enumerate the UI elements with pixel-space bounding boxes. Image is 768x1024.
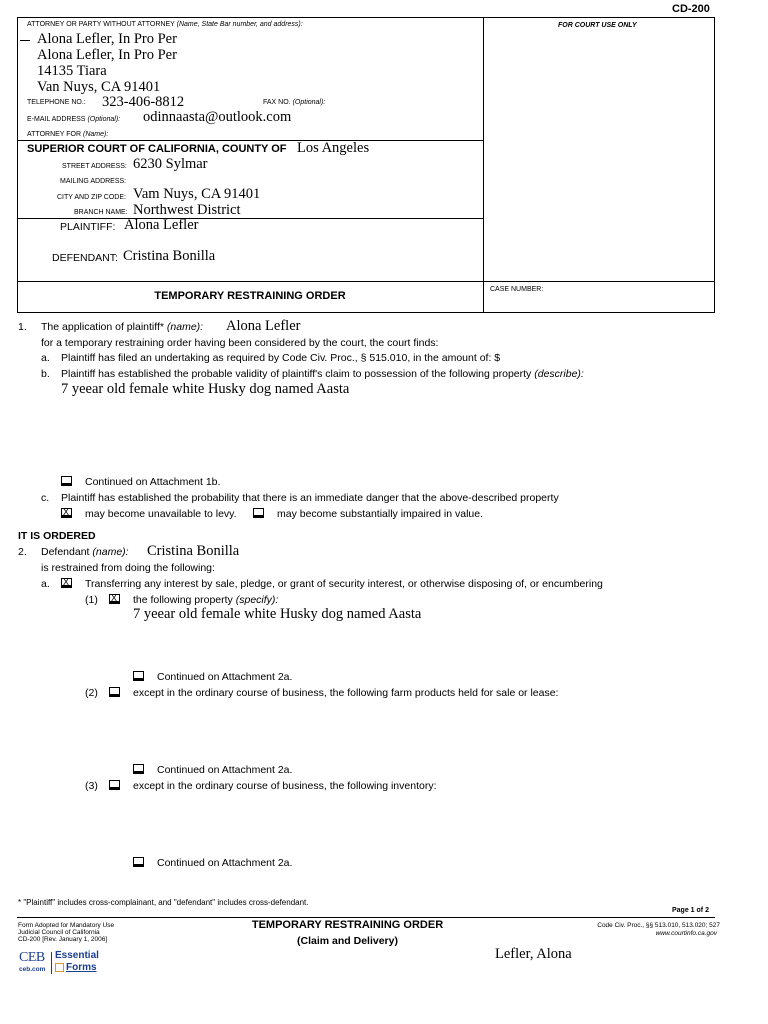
plaintiff-field[interactable]: Alona Lefler xyxy=(124,217,199,233)
s2-number: 2. xyxy=(18,546,27,558)
s1-name-field[interactable]: Alona Lefler xyxy=(226,318,301,334)
street-field[interactable]: 6230 Sylmar xyxy=(133,156,208,172)
branch-field[interactable]: Northwest District xyxy=(133,202,241,218)
email-label: E-MAIL ADDRESS (Optional): xyxy=(27,116,121,123)
attachment-2a-checkbox-2[interactable] xyxy=(133,764,144,774)
forms-logo-text: Forms xyxy=(66,962,97,973)
email-field[interactable]: odinnaasta@outlook.com xyxy=(143,109,292,125)
code-citation: Code Civ. Proc., §§ 513.010, 513.020; 527 xyxy=(597,922,720,929)
plaintiff-label: PLAINTIFF: xyxy=(60,221,116,233)
defendant-field[interactable]: Cristina Bonilla xyxy=(123,248,216,264)
county-field[interactable]: Los Angeles xyxy=(297,140,370,156)
page-number: Page 1 of 2 xyxy=(672,907,709,914)
attorney-line-4[interactable]: Van Nuys, CA 91401 xyxy=(37,79,161,95)
fax-label: FAX NO. (Optional): xyxy=(263,99,326,106)
court-label: SUPERIOR COURT OF CALIFORNIA, COUNTY OF xyxy=(27,143,287,155)
adopted-block xyxy=(18,922,114,943)
telephone-label: TELEPHONE NO.: xyxy=(27,99,86,106)
s1c-opt2-label: may become substantially impaired in value. xyxy=(277,508,484,520)
attorney-line-2[interactable]: Alona Lefler, In Pro Per xyxy=(37,47,177,63)
attorney-label: ATTORNEY OR PARTY WITHOUT ATTORNEY (Name, State Bar number, and address): xyxy=(27,21,303,28)
s1b-letter: b. xyxy=(41,368,50,380)
s2a3-text: except in the ordinary course of business, the following inventory: xyxy=(133,780,437,792)
attachment-1b-checkbox[interactable] xyxy=(61,476,72,486)
adopted-line-2: Judicial Council of California xyxy=(18,929,100,936)
s2a2-checkbox[interactable] xyxy=(109,687,120,697)
s2a1-checkbox[interactable] xyxy=(109,594,120,604)
adopted-line-1: Form Adopted for Mandatory Use xyxy=(18,922,115,929)
footer-subtitle: (Claim and Delivery) xyxy=(297,935,398,947)
s2-line2: is restrained from doing the following: xyxy=(41,562,215,574)
court-use-label: FOR COURT USE ONLY xyxy=(558,22,637,29)
signature-field[interactable]: Lefler, Alona xyxy=(495,946,572,962)
s1b-text: Plaintiff has established the probable validity of plaintiff's claim to possession of the following property (describe): xyxy=(61,368,584,380)
s1c-text: Plaintiff has established the probability that there is an immediate danger that the above-described property xyxy=(61,492,559,504)
s1-text: The application of plaintiff* (name): xyxy=(41,321,204,333)
mailing-label: MAILING ADDRESS: xyxy=(60,178,127,185)
header-vertical-divider xyxy=(483,17,484,313)
s2a2-number: (2) xyxy=(85,687,98,699)
s1c-letter: c. xyxy=(41,492,50,504)
s2a3-checkbox[interactable] xyxy=(109,780,120,790)
divider-title xyxy=(17,281,715,282)
s1c-impaired-checkbox[interactable] xyxy=(253,508,264,518)
street-label: STREET ADDRESS: xyxy=(62,163,127,170)
s1a-letter: a. xyxy=(41,352,50,364)
branch-label: BRANCH NAME: xyxy=(74,209,128,216)
form-number: CD-200 xyxy=(672,3,710,15)
attachment-2a-checkbox-3[interactable] xyxy=(133,857,144,867)
divider-parties xyxy=(17,218,483,219)
s1c-opt1-label: may become unavailable to levy. xyxy=(85,508,237,520)
attachment-2a-checkbox-1[interactable] xyxy=(133,671,144,681)
attachment-2a-label-1: Continued on Attachment 2a. xyxy=(157,671,293,683)
attorney-dash xyxy=(20,40,30,41)
attorney-line-3[interactable]: 14135 Tiara xyxy=(37,63,107,79)
attorney-line-1[interactable]: Alona Lefler, In Pro Per xyxy=(37,31,177,47)
s2a1-number: (1) xyxy=(85,594,98,606)
s1c-unavailable-checkbox[interactable] xyxy=(61,508,72,518)
form-title: TEMPORARY RESTRAINING ORDER xyxy=(154,290,346,302)
s1b-property-field[interactable]: 7 yeear old female white Husky dog named Aasta xyxy=(61,381,350,397)
s2a-letter: a. xyxy=(41,578,50,590)
s1a-text: Plaintiff has filed an undertaking as required by Code Civ. Proc., § 515.010, in the amount of: $ xyxy=(61,352,501,364)
defendant-label: DEFENDANT: xyxy=(52,252,118,264)
case-number-label: CASE NUMBER: xyxy=(490,286,544,293)
logo-divider xyxy=(51,952,52,974)
s2a-checkbox[interactable] xyxy=(61,578,72,588)
ceb-logo: CEB xyxy=(19,950,45,965)
attachment-2a-label-3: Continued on Attachment 2a. xyxy=(157,857,293,869)
city-label: CITY AND ZIP CODE: xyxy=(57,194,126,201)
s1-number: 1. xyxy=(18,321,27,333)
attorney-for-label: ATTORNEY FOR (Name): xyxy=(27,131,109,138)
s2-text: Defendant (name): xyxy=(41,546,129,558)
footer-title: TEMPORARY RESTRAINING ORDER xyxy=(251,919,444,931)
telephone-field[interactable]: 323-406-8812 xyxy=(102,94,185,110)
s2a1-property-field[interactable]: 7 yeear old female white Husky dog named Aasta xyxy=(133,606,422,622)
it-is-ordered: IT IS ORDERED xyxy=(18,530,96,542)
s2a1-text: the following property (specify): xyxy=(133,594,279,606)
s2a-text: Transferring any interest by sale, pledge, or grant of security interest, or otherwise disposing of, or encumbering xyxy=(85,578,603,590)
city-field[interactable]: Vam Nuys, CA 91401 xyxy=(133,186,261,202)
divider-court xyxy=(17,140,483,141)
s1-line2: for a temporary restraining order having been considered by the court, the court finds: xyxy=(41,337,439,349)
essential-logo-text: Essential xyxy=(55,950,99,961)
s2-name-field[interactable]: Cristina Bonilla xyxy=(147,543,240,559)
footnote: * "Plaintiff" includes cross-complainant, and "defendant" includes cross-defendant. xyxy=(18,898,309,907)
ceb-url: ceb.com xyxy=(19,966,46,973)
s2a3-number: (3) xyxy=(85,780,98,792)
attachment-2a-label-2: Continued on Attachment 2a. xyxy=(157,764,293,776)
website: www.courtinfo.ca.gov xyxy=(655,930,717,937)
forms-icon xyxy=(55,963,64,972)
adopted-line-3: CD-200 [Rev. January 1, 2006] xyxy=(18,936,108,943)
s2a2-text: except in the ordinary course of business, the following farm products held for sale or lease: xyxy=(133,687,559,699)
attachment-1b-label: Continued on Attachment 1b. xyxy=(85,476,221,488)
footer-rule xyxy=(17,917,715,918)
